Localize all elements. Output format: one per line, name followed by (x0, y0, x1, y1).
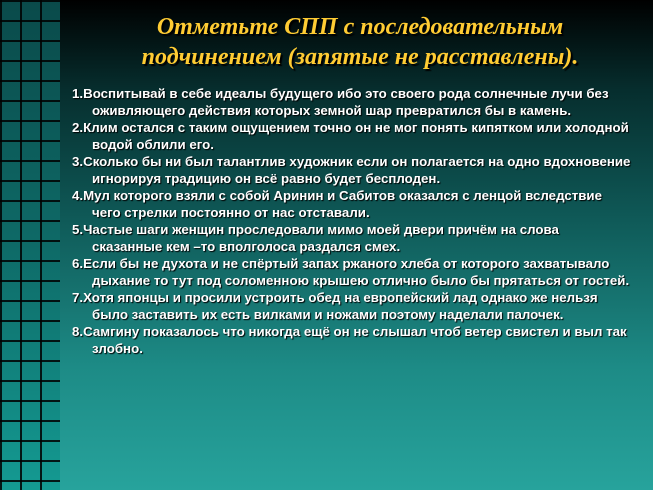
decorative-grid (0, 0, 60, 490)
sentence-list (72, 86, 632, 358)
list-item: 8.Самгину показалось что никогда ещё он не слышал чтоб ветер свистел и выл так злобно. (72, 324, 627, 356)
list-item: 3.Сколько бы ни был талантлив художник если он полагается на одно вдохновение игнорируя традицию он всё равно будет бесплоден. (72, 154, 631, 186)
list-item: 4.Мул которого взяли с собой Аринин и Сабитов оказался с ленцой вследствие чего стрелки постоянно от нас отставали. (72, 188, 602, 220)
title-line-1: Отметьте СПП с последовательным (156, 14, 564, 40)
slide-title (75, 12, 645, 72)
list-item: 5.Частые шаги женщин проследовали мимо моей двери причём на слова сказанные кем –то вполголоса раздался смех. (72, 222, 559, 254)
title-line-2: подчинением (запятые не расставлены). (141, 44, 579, 70)
list-item: 1.Воспитывай в себе идеалы будущего ибо это своего рода солнечные лучи без оживляющего действия которых земной шар превратился бы в камень. (72, 86, 609, 118)
list-item: 2.Клим остался с таким ощущением точно он не мог понять кипятком или холодной водой облили его. (72, 120, 629, 152)
list-item: 7.Хотя японцы и просили устроить обед на европейский лад однако же нельзя было заставить их есть вилками и ножами поэтому наделали палочек. (72, 290, 598, 322)
list-item: 6.Если бы не духота и не спёртый запах ржаного хлеба от которого захватывало дыхание то тут под соломенною крышею отлично было бы прятаться от гостей. (72, 256, 630, 288)
